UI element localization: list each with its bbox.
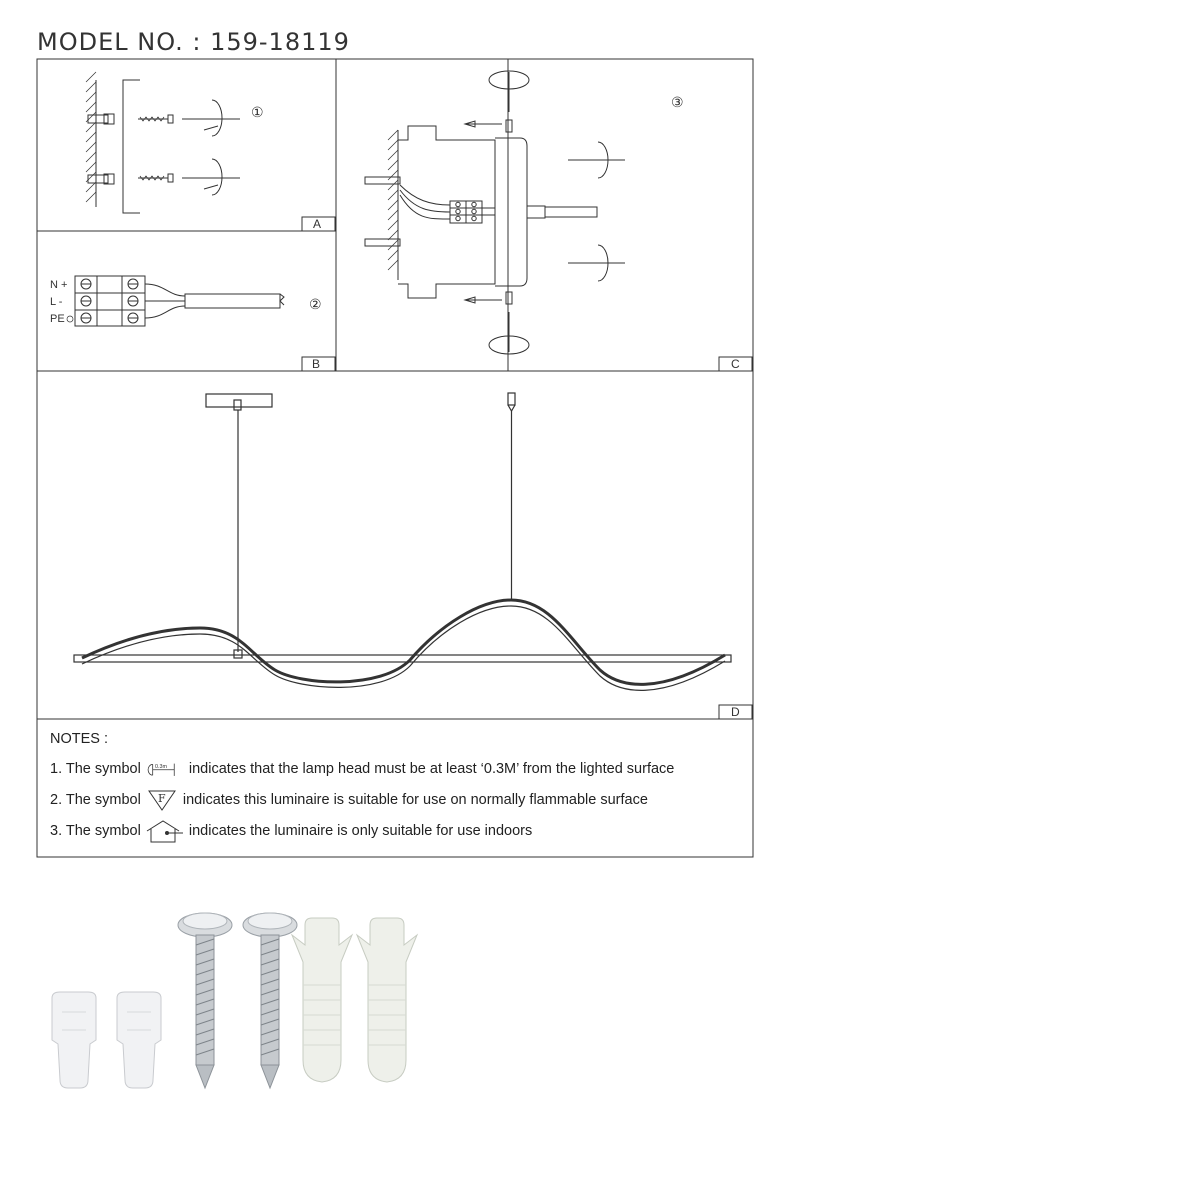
rotate-arrow-icon [182,159,240,195]
cable-gripper [508,393,515,405]
note-prefix: 1. The symbol [50,761,141,777]
wall-plug-icon [88,114,114,124]
note-item [50,819,750,849]
wall-plug-icon [292,918,352,1082]
step-1-marker: ① [251,104,264,120]
light-bar [74,655,731,662]
flammable-surface-f-icon [145,789,179,811]
wall-plug-icon [88,174,114,184]
flammable-symbol-text: F [157,792,166,805]
terminal-pe-label: PE [50,313,65,325]
panel-d-pendant-luminaire [74,393,731,690]
wall-plug-icon [357,918,417,1082]
rotate-arrow-icon [489,71,529,112]
terminal-n-label: N + [50,279,68,291]
rotate-arrow-icon [182,100,240,136]
note-text: indicates the luminaire is only suitable for use indoors [188,822,533,839]
mounting-bracket [123,80,140,213]
step-3-marker: ③ [671,94,684,110]
panel-b-tag: B [312,357,321,371]
power-cable [185,294,280,308]
rotate-arrow-icon [568,245,625,281]
screw-icon [138,174,173,182]
panel-a-tag: A [313,217,322,231]
terminal-l-label: L - [50,296,63,308]
rotate-arrow-icon [568,142,625,178]
note-text: indicates that the lamp head must be at least ‘0.3M’ from the lighted surface [188,761,675,777]
note-text: indicates this luminaire is suitable for use on normally flammable surface [182,791,648,808]
wire-connector-icon [52,992,96,1088]
step-2-marker: ② [309,296,322,312]
rotate-arrow-icon [489,312,529,354]
distance-symbol-text: 0.3m [154,764,167,771]
note-item [50,759,750,789]
screw-icon [365,239,400,246]
note-prefix: 2. The symbol [50,791,141,808]
model-number: MODEL NO. : 159-18119 [37,28,350,56]
panel-c-canopy-install [365,59,625,371]
wire-connector-icon [117,992,161,1088]
indoor-house-icon [145,819,185,843]
note-prefix: 3. The symbol [50,822,141,839]
screw-icon [138,115,173,123]
distance-0.3m-icon [145,759,185,779]
notes-section [50,731,750,849]
screw-icon [243,913,297,1088]
diagram-frame [37,59,753,719]
panel-c-tag: C [731,357,740,371]
panel-a-wall-mount [86,72,240,213]
panel-b-terminal-block [75,276,284,326]
notes-title: NOTES : [50,731,109,747]
hardware-kit [52,913,417,1088]
screw-icon [178,913,232,1088]
earth-icon [67,316,73,322]
panel-d-tag: D [731,705,740,719]
note-item [50,789,750,819]
